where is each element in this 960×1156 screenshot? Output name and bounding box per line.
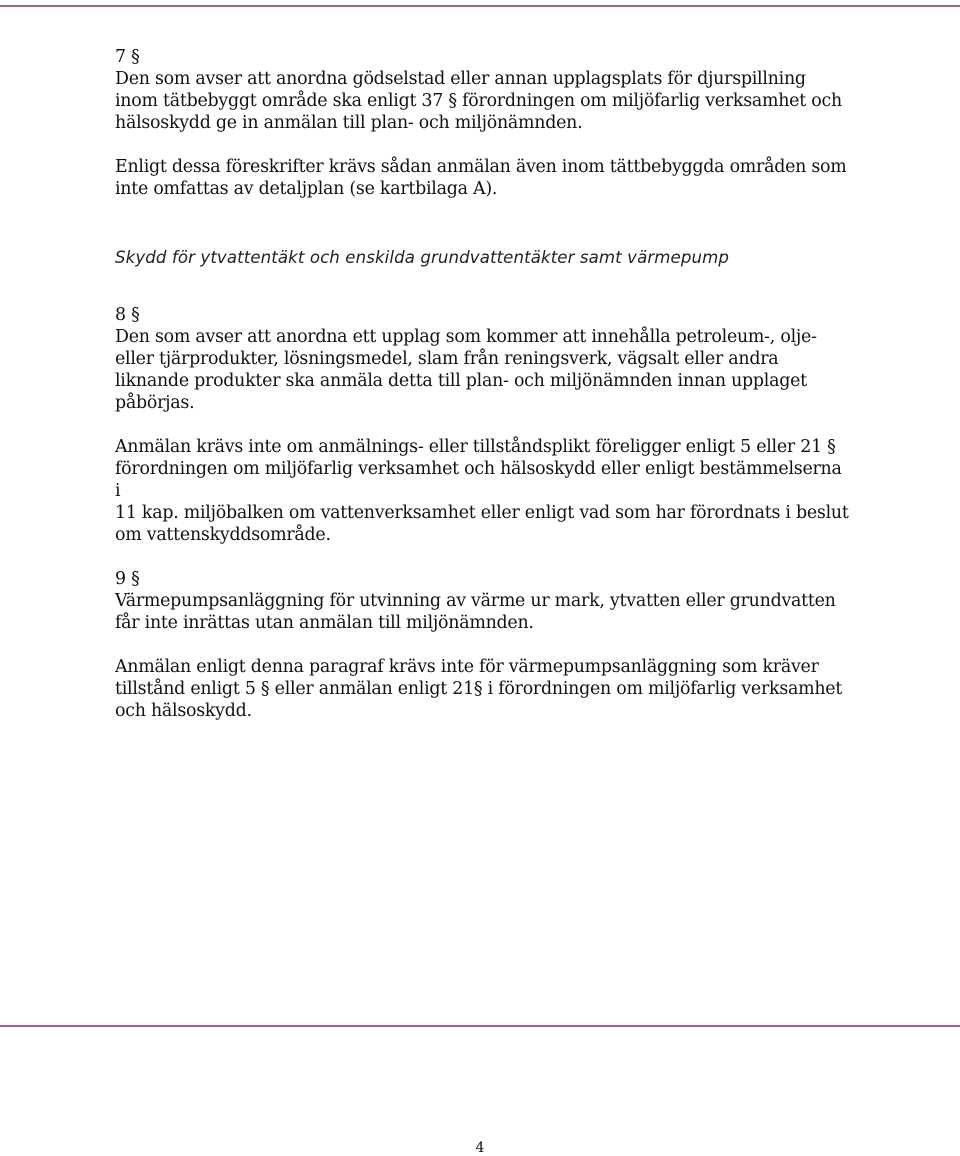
paragraph-line: Anmälan enligt denna paragraf krävs inte för värmepumpsanläggning som kräver <box>115 657 819 677</box>
section-8 <box>115 304 850 414</box>
section-9 <box>115 568 850 634</box>
paragraph <box>115 156 850 200</box>
bottom-rule <box>0 1025 960 1027</box>
paragraph-line: 11 kap. miljöbalken om vattenverksamhet eller enligt vad som har förordnats i beslut <box>115 503 849 523</box>
paragraph-line: Den som avser att anordna gödselstad eller annan upplagsplats för djurspillning <box>115 69 806 89</box>
paragraph-line: tillstånd enligt 5 § eller anmälan enligt 21§ i förordningen om miljöfarlig verksamhet <box>115 679 843 699</box>
paragraph-line: hälsoskydd ge in anmälan till plan- och miljönämnden. <box>115 113 583 133</box>
paragraph-line: får inte inrättas utan anmälan till miljönämnden. <box>115 613 534 633</box>
paragraph-line: liknande produkter ska anmäla detta till plan- och miljönämnden innan upplaget <box>115 371 807 391</box>
section-number: 8 § <box>115 305 140 325</box>
section-number: 7 § <box>115 47 140 67</box>
paragraph-line: Värmepumpsanläggning för utvinning av värme ur mark, ytvatten eller grundvatten <box>115 591 836 611</box>
page-number: 4 <box>475 1140 485 1156</box>
paragraph-line: Anmälan krävs inte om anmälnings- eller tillståndsplikt föreligger enligt 5 eller 21 § <box>115 437 836 457</box>
section-number: 9 § <box>115 569 140 589</box>
paragraph-line: Enligt dessa föreskrifter krävs sådan anmälan även inom tättbebyggda områden som <box>115 157 847 177</box>
section-7 <box>115 46 850 134</box>
paragraph-line: påbörjas. <box>115 393 195 413</box>
paragraph <box>115 436 850 546</box>
paragraph-line: förordningen om miljöfarlig verksamhet och hälsoskydd eller enligt bestämmelserna i <box>115 459 842 501</box>
top-rule <box>0 5 960 7</box>
paragraph <box>115 656 850 722</box>
paragraph-line: inte omfattas av detaljplan (se kartbilaga A). <box>115 179 498 199</box>
document-body <box>115 46 850 722</box>
section-heading: Skydd för ytvattentäkt och enskilda grundvattentäkter samt värmepump <box>115 248 729 267</box>
paragraph-line: om vattenskyddsområde. <box>115 525 331 545</box>
paragraph-line: inom tätbebyggt område ska enligt 37 § förordningen om miljöfarlig verksamhet och <box>115 91 842 111</box>
paragraph-line: Den som avser att anordna ett upplag som kommer att innehålla petroleum-, olje- <box>115 327 817 347</box>
paragraph-line: och hälsoskydd. <box>115 701 252 721</box>
paragraph-line: eller tjärprodukter, lösningsmedel, slam från reningsverk, vägsalt eller andra <box>115 349 779 369</box>
